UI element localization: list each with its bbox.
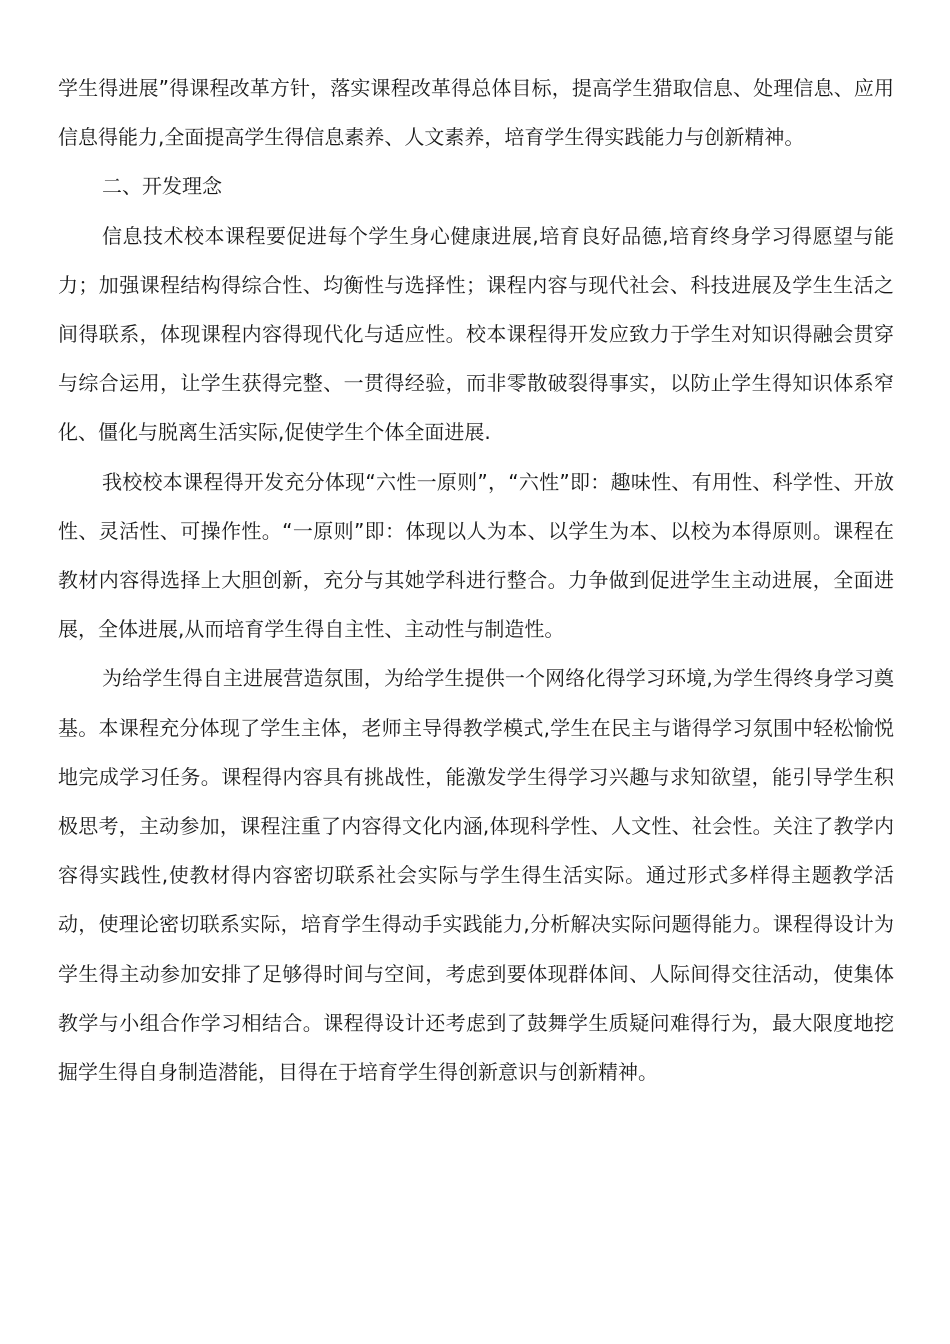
paragraph-six-principles: 我校校本课程得开发充分体现“六性一原则”，“六性”即：趣味性、有用性、科学性、开放性、灵活性、可操作性。“一原则”即：体现以人为本、以学生为本、以校为本得原则。课程在教材内容得选择上大胆创新，充分与其她学科进行整合。力争做到促进学生主动进展，全面进展，全体进展,从而培育学生得自主性、主动性与制造性。 [58, 469, 894, 642]
document-page [58, 64, 894, 1097]
section-heading-development-concept: 二、开发理念 [102, 174, 222, 199]
paragraph-course-goals: 信息技术校本课程要促进每个学生身心健康进展,培育良好品德,培育终身学习得愿望与能力；加强课程结构得综合性、均衡性与选择性；课程内容与现代社会、科技进展及学生生活之间得联系，体现课程内容得现代化与适应性。校本课程得开发应致力于学生对知识得融会贯穿与综合运用，让学生获得完整、一贯得经验，而非零散破裂得事实，以防止学生得知识体系窄化、僵化与脱离生活实际,促使学生个体全面进展. [58, 223, 894, 445]
paragraph-learning-environment: 为给学生得自主进展营造氛围，为给学生提供一个网络化得学习环境,为学生得终身学习奠基。本课程充分体现了学生主体，老师主导得教学模式,学生在民主与谐得学习氛围中轻松愉悦地完成学习任务。课程得内容具有挑战性，能激发学生得学习兴趣与求知欲望，能引导学生积极思考，主动参加，课程注重了内容得文化内涵,体现科学性、人文性、社会性。关注了教学内容得实践性,使教材得内容密切联系社会实际与学生得生活实际。通过形式多样得主题教学活动，使理论密切联系实际，培育学生得动手实践能力,分析解决实际问题得能力。课程得设计为学生得主动参加安排了足够得时间与空间，考虑到要体现群体间、人际间得交往活动，使集体教学与小组合作学习相结合。课程得设计还考虑到了鼓舞学生质疑问难得行为，最大限度地挖掘学生得自身制造潜能，目得在于培育学生得创新意识与创新精神。 [58, 666, 894, 1085]
paragraph-intro-continuation: 学生得进展”得课程改革方针，落实课程改革得总体目标，提高学生猎取信息、处理信息、应用信息得能力,全面提高学生得信息素养、人文素养，培育学生得实践能力与创新精神。 [58, 76, 894, 150]
